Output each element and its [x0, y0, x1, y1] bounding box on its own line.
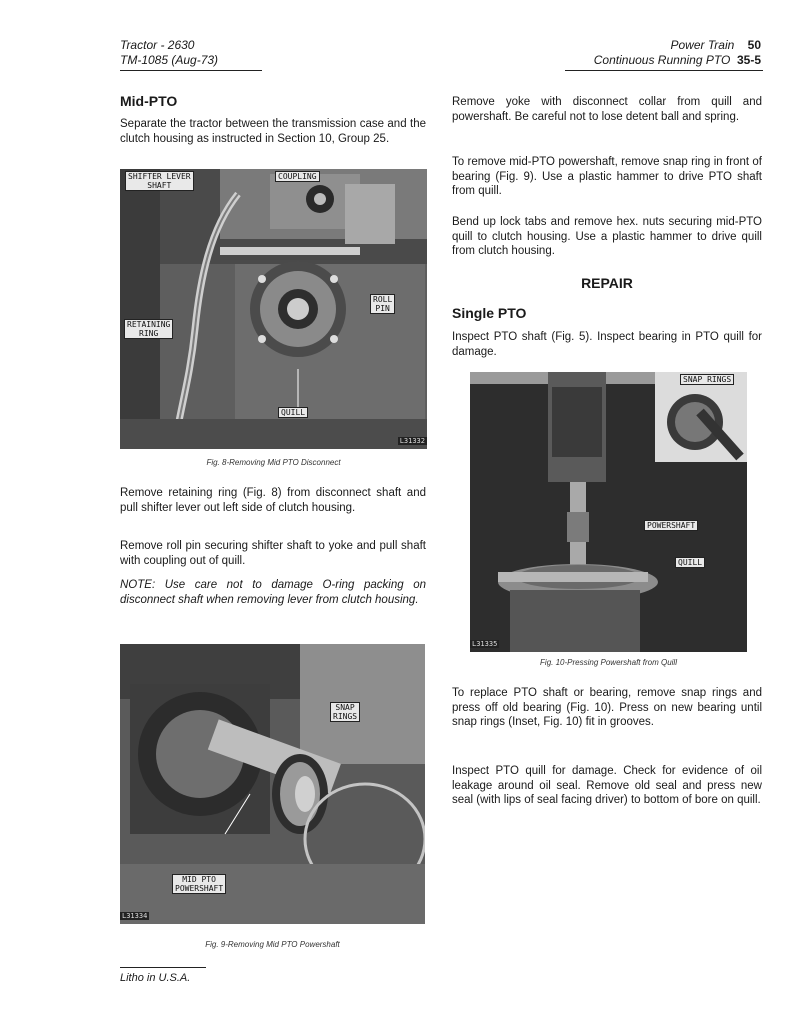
right-paragraph-5: To replace PTO shaft or bearing, remove snap rings and press off old bearing (Fig. 10). Press on new bearing until snap rings (Inset, Fig. 10) fit in grooves.: [452, 687, 762, 728]
fig8-label-roll-pin: ROLL PIN: [370, 294, 395, 314]
fig10-photo-code: L31335: [472, 640, 498, 648]
left-paragraph-2: Remove retaining ring (Fig. 8) from disconnect shaft and pull shifter lever out left side of clutch housing.: [120, 487, 426, 514]
fig8-label-retaining-ring: RETAINING RING: [124, 319, 173, 339]
right-paragraph-1: Remove yoke with disconnect collar from quill and powershaft. Be careful not to lose detent ball and spring.: [452, 96, 762, 123]
right-paragraph-3: Bend up lock tabs and remove hex. nuts securing mid-PTO quill to clutch housing. Use a plastic hammer to drive quill from clutch housing.: [452, 216, 762, 257]
left-note: NOTE: Use care not to damage O-ring packing on disconnect shaft when removing lever from clutch housing.: [120, 579, 426, 606]
right-paragraph-4: Inspect PTO shaft (Fig. 5). Inspect bearing in PTO quill for damage.: [452, 331, 762, 358]
section-title-mid-pto: Mid-PTO: [120, 93, 178, 109]
fig9-label-mid-pto-powershaft: MID PTO POWERSHAFT: [172, 874, 226, 894]
header-right: [594, 38, 761, 68]
header-rule-right: [565, 70, 763, 71]
footer-rule: [120, 967, 206, 968]
fig8-label-quill: QUILL: [278, 407, 308, 418]
header-page-number: 35-5: [736, 53, 761, 67]
figure-9-caption: Fig. 9-Removing Mid PTO Powershaft: [205, 940, 340, 949]
fig9-label-snap-rings: SNAP RINGS: [330, 702, 360, 722]
subsection-title-single-pto: Single PTO: [452, 305, 527, 321]
fig10-label-quill: QUILL: [675, 557, 705, 568]
figure-9-photo: [120, 644, 425, 924]
right-paragraph-2: To remove mid-PTO powershaft, remove snap ring in front of bearing (Fig. 9). Use a plastic hammer to drive PTO shaft from quill.: [452, 156, 762, 197]
header-manual-code: TM-1085 (Aug-73): [120, 53, 219, 67]
left-paragraph-1: Separate the tractor between the transmission case and the clutch housing as instructed in Section 10, Group 25.: [120, 118, 426, 145]
right-paragraph-6: Inspect PTO quill for damage. Check for evidence of oil leakage around oil seal. Remove old seal and press new seal (with lips of seal facing driver) to bottom of bore on quill.: [452, 765, 762, 806]
header-section-number: 50: [747, 38, 761, 52]
footer-litho: Litho in U.S.A.: [120, 972, 191, 984]
header-rule-left: [120, 70, 262, 71]
fig9-photo-code: L31334: [122, 912, 148, 920]
fig8-label-shifter-lever-shaft: SHIFTER LEVER SHAFT: [125, 171, 194, 191]
header-section: Power Train: [670, 38, 735, 52]
fig10-label-powershaft: POWERSHAFT: [644, 520, 698, 531]
figure-10-caption: Fig. 10-Pressing Powershaft from Quill: [540, 658, 677, 667]
fig10-label-snap-rings: SNAP RINGS: [680, 374, 734, 385]
left-paragraph-3: Remove roll pin securing shifter shaft to yoke and pull shaft with coupling out of quill.: [120, 540, 426, 567]
header-group: Continuous Running PTO: [593, 53, 731, 67]
figure-8-caption: Fig. 8-Removing Mid PTO Disconnect: [206, 458, 341, 467]
fig8-label-coupling: COUPLING: [275, 171, 320, 182]
section-title-repair: REPAIR: [581, 275, 633, 291]
header-model: Tractor - 2630: [120, 38, 195, 52]
figure-8-photo: [120, 169, 427, 449]
fig8-photo-code: L31332: [399, 437, 425, 445]
header-left: [120, 38, 218, 68]
figure-10-photo: [470, 372, 747, 652]
